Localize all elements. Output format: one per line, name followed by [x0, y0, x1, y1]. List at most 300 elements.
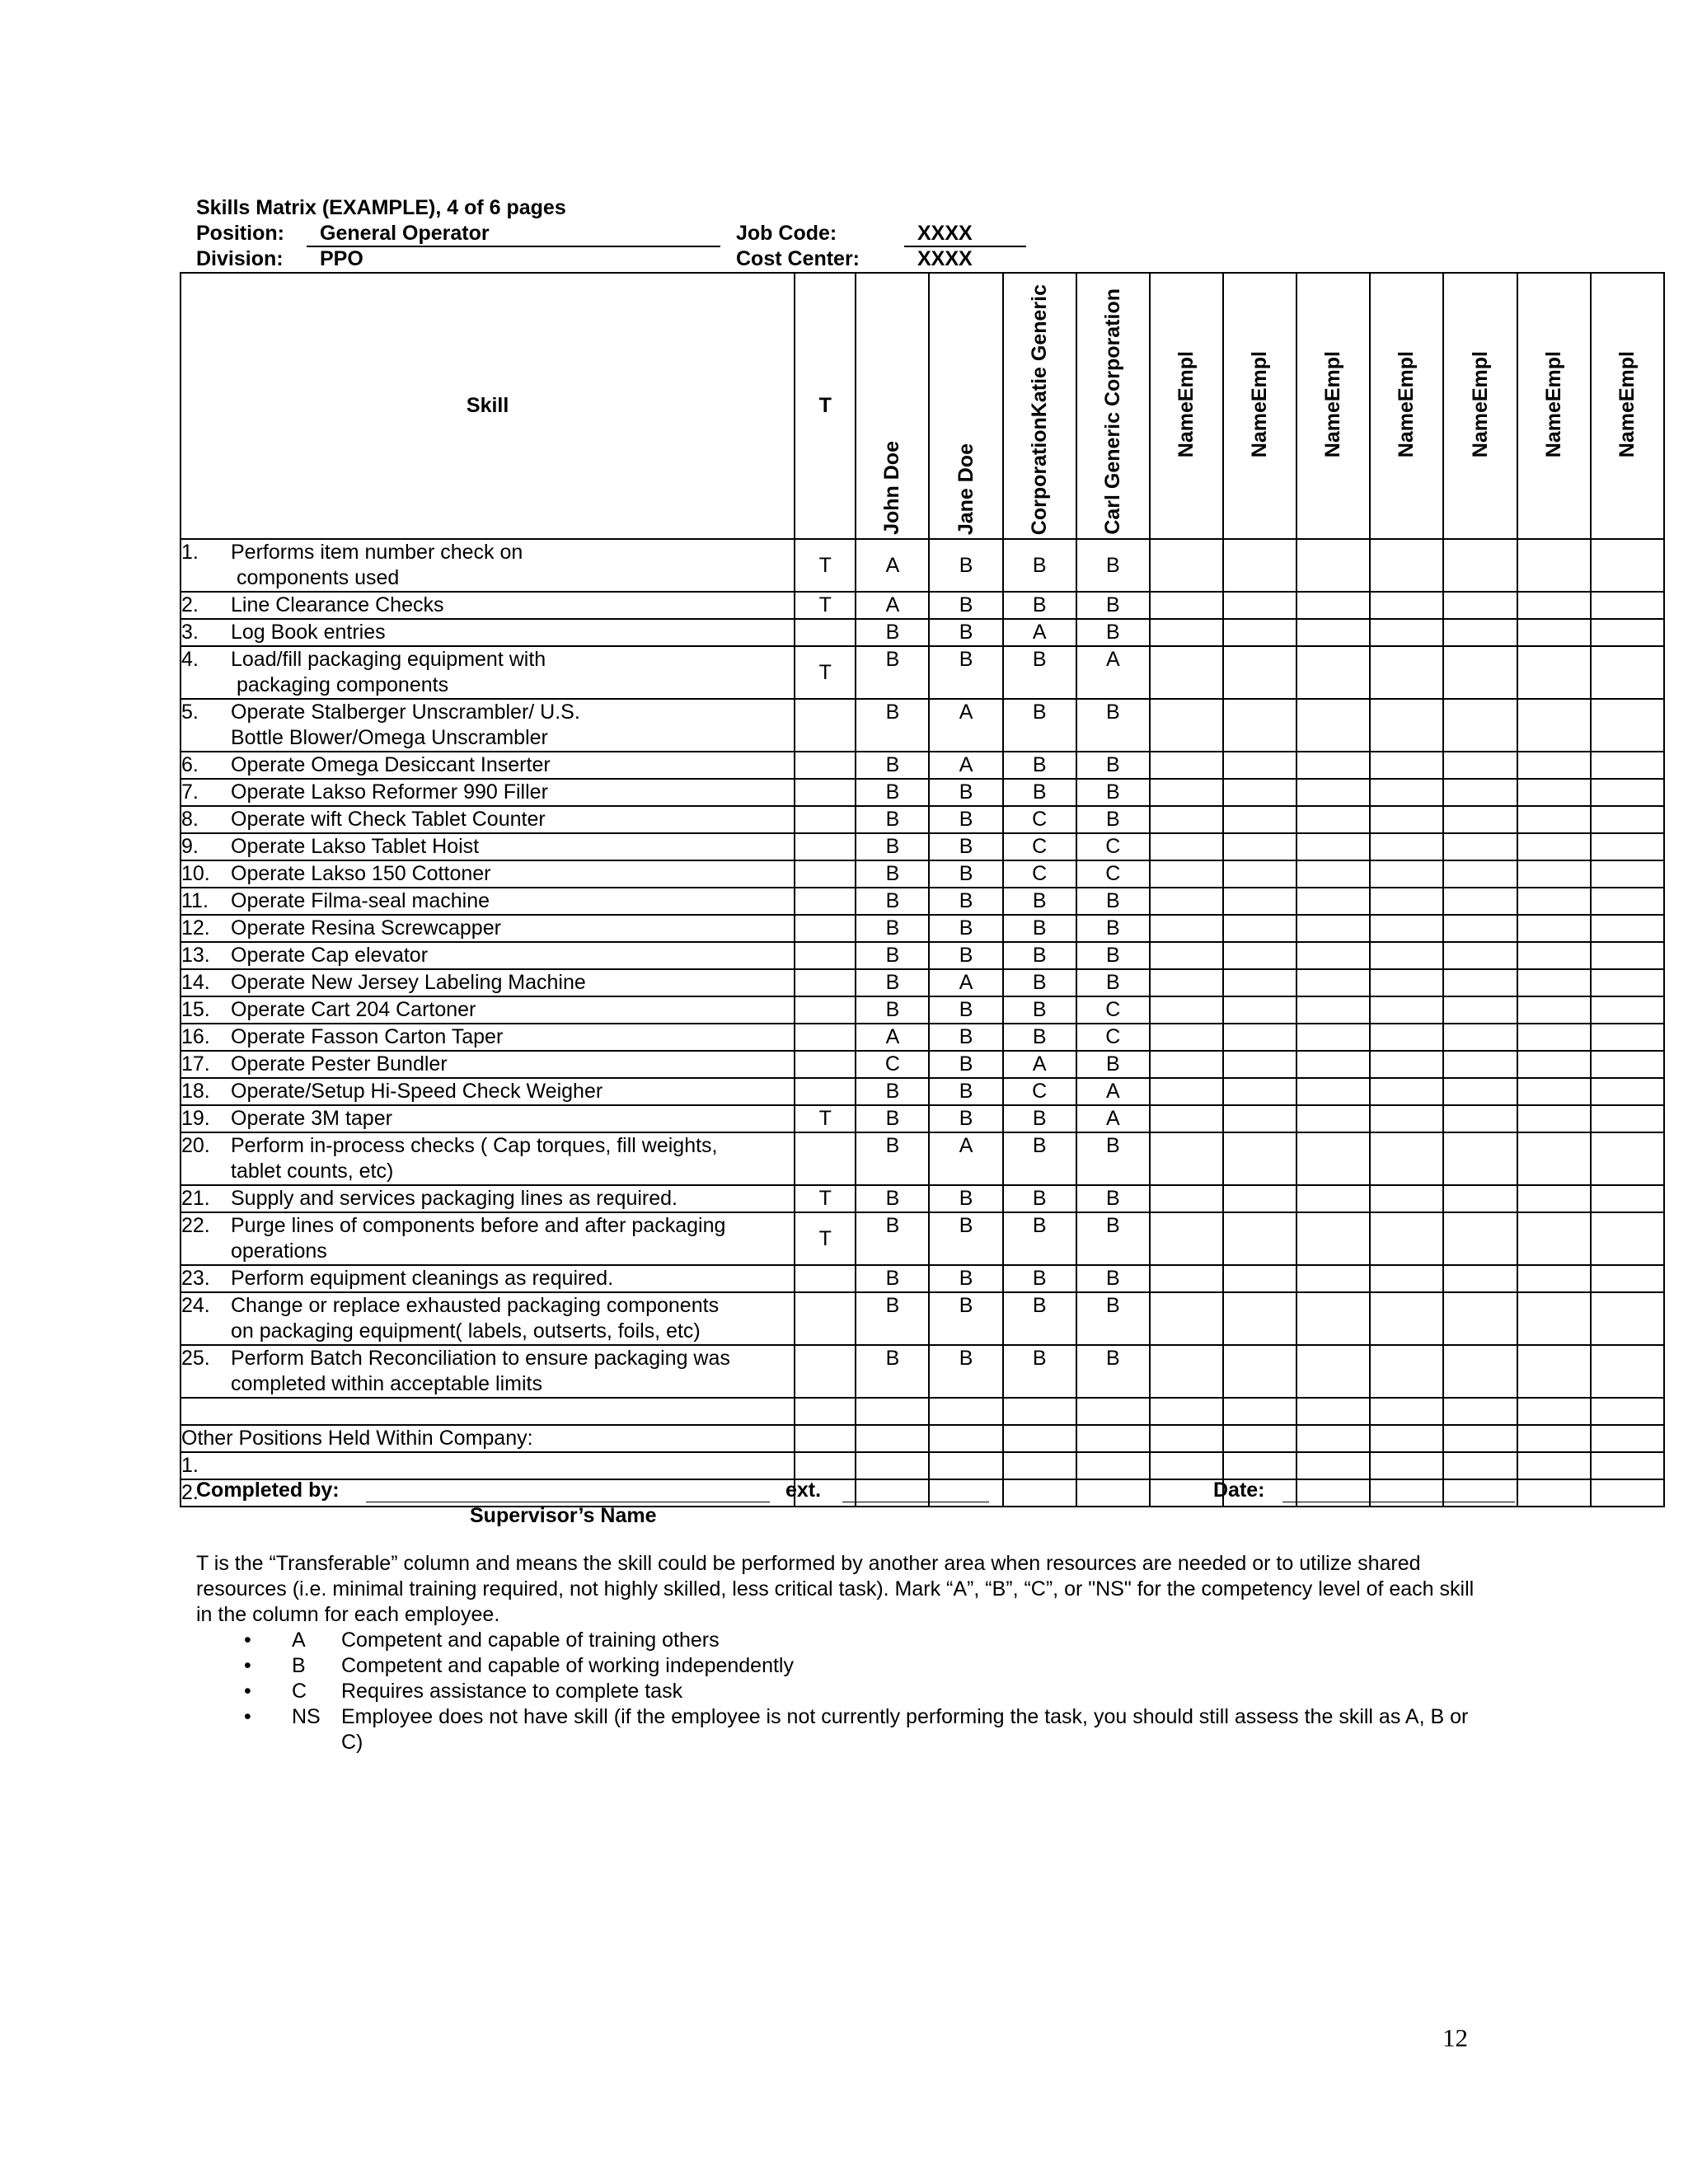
competency-cell[interactable]: B	[856, 915, 929, 942]
transferable-cell[interactable]	[795, 1024, 856, 1051]
competency-cell[interactable]: B	[856, 699, 929, 752]
transferable-cell[interactable]	[795, 833, 856, 860]
competency-cell[interactable]: B	[929, 1265, 1002, 1292]
competency-cell[interactable]	[1443, 699, 1517, 752]
competency-cell[interactable]: A	[929, 752, 1002, 779]
competency-cell[interactable]	[1443, 1185, 1517, 1212]
competency-cell[interactable]	[1296, 996, 1370, 1024]
competency-cell[interactable]: A	[929, 969, 1002, 996]
competency-cell[interactable]	[1150, 1078, 1223, 1105]
competency-cell[interactable]	[1591, 1132, 1664, 1185]
competency-cell[interactable]: B	[1076, 1212, 1150, 1265]
transferable-cell[interactable]	[795, 1265, 856, 1292]
competency-cell[interactable]	[1370, 1425, 1443, 1452]
competency-cell[interactable]: C	[856, 1051, 929, 1078]
competency-cell[interactable]	[1296, 1425, 1370, 1452]
competency-cell[interactable]	[1223, 1345, 1296, 1398]
competency-cell[interactable]: A	[1076, 1105, 1150, 1132]
competency-cell[interactable]: B	[1076, 1051, 1150, 1078]
competency-cell[interactable]	[1591, 1265, 1664, 1292]
transferable-cell[interactable]	[795, 806, 856, 833]
competency-cell[interactable]	[1223, 1452, 1296, 1479]
competency-cell[interactable]	[1370, 1078, 1443, 1105]
competency-cell[interactable]: B	[929, 1078, 1002, 1105]
competency-cell[interactable]: B	[1076, 1292, 1150, 1345]
competency-cell[interactable]	[1517, 699, 1591, 752]
competency-cell[interactable]: B	[1076, 806, 1150, 833]
competency-cell[interactable]: B	[929, 1051, 1002, 1078]
competency-cell[interactable]	[1223, 1051, 1296, 1078]
competency-cell[interactable]	[1223, 646, 1296, 699]
competency-cell[interactable]: B	[1003, 1212, 1076, 1265]
competency-cell[interactable]: A	[1076, 646, 1150, 699]
competency-cell[interactable]: B	[1076, 969, 1150, 996]
competency-cell[interactable]	[1517, 1479, 1591, 1507]
transferable-cell[interactable]	[795, 1292, 856, 1345]
competency-cell[interactable]	[1443, 888, 1517, 915]
competency-cell[interactable]	[1223, 888, 1296, 915]
competency-cell[interactable]	[1223, 996, 1296, 1024]
competency-cell[interactable]: B	[1003, 996, 1076, 1024]
competency-cell[interactable]: B	[1076, 699, 1150, 752]
competency-cell[interactable]: B	[856, 1132, 929, 1185]
competency-cell[interactable]	[1591, 1105, 1664, 1132]
competency-cell[interactable]	[1370, 1398, 1443, 1425]
competency-cell[interactable]	[1591, 996, 1664, 1024]
competency-cell[interactable]	[1591, 860, 1664, 888]
competency-cell[interactable]	[1443, 1398, 1517, 1425]
competency-cell[interactable]	[1517, 1078, 1591, 1105]
competency-cell[interactable]	[1223, 1078, 1296, 1105]
competency-cell[interactable]	[1370, 752, 1443, 779]
competency-cell[interactable]	[1591, 592, 1664, 619]
competency-cell[interactable]: B	[1003, 1185, 1076, 1212]
competency-cell[interactable]	[1517, 1105, 1591, 1132]
competency-cell[interactable]	[1076, 1398, 1150, 1425]
competency-cell[interactable]	[1443, 915, 1517, 942]
competency-cell[interactable]	[1223, 699, 1296, 752]
competency-cell[interactable]: B	[856, 1212, 929, 1265]
competency-cell[interactable]	[1296, 1452, 1370, 1479]
competency-cell[interactable]	[1517, 779, 1591, 806]
competency-cell[interactable]	[1223, 592, 1296, 619]
competency-cell[interactable]: B	[929, 619, 1002, 646]
competency-cell[interactable]	[1150, 806, 1223, 833]
competency-cell[interactable]	[1223, 1185, 1296, 1212]
competency-cell[interactable]	[856, 1425, 929, 1452]
competency-cell[interactable]	[1150, 915, 1223, 942]
competency-cell[interactable]	[1223, 1398, 1296, 1425]
competency-cell[interactable]	[1443, 1024, 1517, 1051]
competency-cell[interactable]	[1443, 646, 1517, 699]
competency-cell[interactable]	[1370, 1345, 1443, 1398]
transferable-cell[interactable]: T	[795, 539, 856, 592]
competency-cell[interactable]	[1223, 779, 1296, 806]
competency-cell[interactable]	[1443, 1132, 1517, 1185]
competency-cell[interactable]	[1003, 1425, 1076, 1452]
competency-cell[interactable]	[1296, 1265, 1370, 1292]
transferable-cell[interactable]	[795, 1345, 856, 1398]
competency-cell[interactable]	[1370, 1024, 1443, 1051]
competency-cell[interactable]	[1591, 1292, 1664, 1345]
competency-cell[interactable]	[1443, 1105, 1517, 1132]
competency-cell[interactable]: B	[929, 833, 1002, 860]
transferable-cell[interactable]	[795, 996, 856, 1024]
competency-cell[interactable]: B	[1076, 1185, 1150, 1212]
competency-cell[interactable]	[1517, 888, 1591, 915]
competency-cell[interactable]: B	[929, 1105, 1002, 1132]
competency-cell[interactable]	[1223, 942, 1296, 969]
competency-cell[interactable]	[1223, 619, 1296, 646]
competency-cell[interactable]	[1517, 1292, 1591, 1345]
competency-cell[interactable]: B	[856, 996, 929, 1024]
competency-cell[interactable]: B	[1076, 915, 1150, 942]
transferable-cell[interactable]	[795, 1132, 856, 1185]
competency-cell[interactable]	[1223, 1132, 1296, 1185]
competency-cell[interactable]	[1591, 888, 1664, 915]
competency-cell[interactable]	[1296, 1132, 1370, 1185]
competency-cell[interactable]	[1223, 752, 1296, 779]
competency-cell[interactable]	[1370, 1452, 1443, 1479]
transferable-cell[interactable]	[795, 1452, 856, 1479]
competency-cell[interactable]: B	[929, 860, 1002, 888]
competency-cell[interactable]	[1150, 1132, 1223, 1185]
competency-cell[interactable]	[1443, 1452, 1517, 1479]
competency-cell[interactable]	[1150, 1212, 1223, 1265]
competency-cell[interactable]: C	[1076, 1024, 1150, 1051]
competency-cell[interactable]	[1443, 860, 1517, 888]
competency-cell[interactable]: B	[856, 969, 929, 996]
competency-cell[interactable]	[1517, 1398, 1591, 1425]
competency-cell[interactable]	[1296, 1024, 1370, 1051]
transferable-cell[interactable]	[795, 779, 856, 806]
competency-cell[interactable]: A	[856, 539, 929, 592]
transferable-cell[interactable]	[795, 860, 856, 888]
competency-cell[interactable]	[1591, 619, 1664, 646]
competency-cell[interactable]	[1591, 1051, 1664, 1078]
competency-cell[interactable]	[1370, 1185, 1443, 1212]
competency-cell[interactable]	[929, 1398, 1002, 1425]
competency-cell[interactable]: C	[1076, 860, 1150, 888]
competency-cell[interactable]	[1517, 996, 1591, 1024]
competency-cell[interactable]	[1517, 969, 1591, 996]
competency-cell[interactable]: B	[856, 1185, 929, 1212]
competency-cell[interactable]	[1370, 592, 1443, 619]
competency-cell[interactable]	[1370, 860, 1443, 888]
competency-cell[interactable]	[1443, 833, 1517, 860]
competency-cell[interactable]: C	[1003, 833, 1076, 860]
transferable-cell[interactable]	[795, 969, 856, 996]
competency-cell[interactable]	[1150, 1452, 1223, 1479]
competency-cell[interactable]	[1591, 1185, 1664, 1212]
competency-cell[interactable]	[1296, 1105, 1370, 1132]
transferable-cell[interactable]	[795, 1051, 856, 1078]
transferable-cell[interactable]: T	[795, 1185, 856, 1212]
competency-cell[interactable]	[1443, 942, 1517, 969]
competency-cell[interactable]	[1517, 1345, 1591, 1398]
competency-cell[interactable]: A	[856, 1024, 929, 1051]
competency-cell[interactable]: B	[856, 1345, 929, 1398]
competency-cell[interactable]	[1370, 969, 1443, 996]
competency-cell[interactable]	[929, 1425, 1002, 1452]
competency-cell[interactable]	[1150, 860, 1223, 888]
competency-cell[interactable]: B	[929, 942, 1002, 969]
competency-cell[interactable]: B	[929, 592, 1002, 619]
competency-cell[interactable]	[1517, 539, 1591, 592]
competency-cell[interactable]	[1591, 752, 1664, 779]
competency-cell[interactable]	[1296, 860, 1370, 888]
competency-cell[interactable]	[1591, 1479, 1664, 1507]
competency-cell[interactable]	[1443, 996, 1517, 1024]
competency-cell[interactable]: B	[929, 1292, 1002, 1345]
competency-cell[interactable]	[1370, 915, 1443, 942]
competency-cell[interactable]	[1150, 1024, 1223, 1051]
competency-cell[interactable]	[1223, 860, 1296, 888]
competency-cell[interactable]: B	[1076, 752, 1150, 779]
competency-cell[interactable]	[1517, 1212, 1591, 1265]
competency-cell[interactable]: B	[1003, 1024, 1076, 1051]
competency-cell[interactable]	[1223, 1212, 1296, 1265]
competency-cell[interactable]	[1370, 699, 1443, 752]
competency-cell[interactable]	[1370, 646, 1443, 699]
competency-cell[interactable]	[1003, 1479, 1076, 1507]
competency-cell[interactable]	[1443, 1265, 1517, 1292]
competency-cell[interactable]: A	[856, 592, 929, 619]
competency-cell[interactable]: B	[1003, 1265, 1076, 1292]
competency-cell[interactable]	[1517, 1452, 1591, 1479]
competency-cell[interactable]	[1150, 969, 1223, 996]
competency-cell[interactable]	[1370, 779, 1443, 806]
competency-cell[interactable]	[1296, 1292, 1370, 1345]
competency-cell[interactable]: A	[1003, 619, 1076, 646]
competency-cell[interactable]	[1591, 539, 1664, 592]
competency-cell[interactable]	[1296, 779, 1370, 806]
transferable-cell[interactable]	[795, 619, 856, 646]
competency-cell[interactable]: B	[929, 1345, 1002, 1398]
competency-cell[interactable]	[1296, 1051, 1370, 1078]
competency-cell[interactable]	[1591, 806, 1664, 833]
competency-cell[interactable]	[1517, 1185, 1591, 1212]
competency-cell[interactable]: B	[1076, 1265, 1150, 1292]
competency-cell[interactable]	[1223, 1024, 1296, 1051]
competency-cell[interactable]: B	[1003, 779, 1076, 806]
transferable-cell[interactable]	[795, 752, 856, 779]
competency-cell[interactable]	[1223, 1425, 1296, 1452]
competency-cell[interactable]: A	[1003, 1051, 1076, 1078]
competency-cell[interactable]	[1296, 699, 1370, 752]
competency-cell[interactable]	[1370, 806, 1443, 833]
competency-cell[interactable]: B	[1003, 539, 1076, 592]
competency-cell[interactable]	[1370, 996, 1443, 1024]
competency-cell[interactable]	[1223, 969, 1296, 996]
competency-cell[interactable]	[1150, 779, 1223, 806]
competency-cell[interactable]	[1370, 1265, 1443, 1292]
competency-cell[interactable]	[1150, 1265, 1223, 1292]
competency-cell[interactable]	[1150, 888, 1223, 915]
competency-cell[interactable]: A	[929, 699, 1002, 752]
competency-cell[interactable]	[1443, 1078, 1517, 1105]
competency-cell[interactable]	[1370, 1132, 1443, 1185]
competency-cell[interactable]: B	[1076, 942, 1150, 969]
competency-cell[interactable]: B	[1003, 1345, 1076, 1398]
competency-cell[interactable]	[929, 1479, 1002, 1507]
competency-cell[interactable]	[1591, 646, 1664, 699]
competency-cell[interactable]: B	[1003, 888, 1076, 915]
competency-cell[interactable]: B	[856, 1265, 929, 1292]
competency-cell[interactable]: B	[856, 779, 929, 806]
competency-cell[interactable]	[1150, 1292, 1223, 1345]
competency-cell[interactable]	[1150, 539, 1223, 592]
competency-cell[interactable]	[1443, 539, 1517, 592]
competency-cell[interactable]: B	[1076, 1345, 1150, 1398]
competency-cell[interactable]	[856, 1452, 929, 1479]
competency-cell[interactable]	[1076, 1479, 1150, 1507]
competency-cell[interactable]	[856, 1398, 929, 1425]
competency-cell[interactable]: A	[1076, 1078, 1150, 1105]
competency-cell[interactable]	[1370, 1212, 1443, 1265]
competency-cell[interactable]	[1296, 942, 1370, 969]
competency-cell[interactable]	[1296, 1185, 1370, 1212]
competency-cell[interactable]	[1223, 1265, 1296, 1292]
competency-cell[interactable]	[1150, 646, 1223, 699]
competency-cell[interactable]	[1370, 539, 1443, 592]
competency-cell[interactable]: C	[1076, 996, 1150, 1024]
competency-cell[interactable]	[1517, 619, 1591, 646]
transferable-cell[interactable]: T	[795, 1105, 856, 1132]
transferable-cell[interactable]	[795, 942, 856, 969]
competency-cell[interactable]	[1296, 1479, 1370, 1507]
competency-cell[interactable]	[1443, 779, 1517, 806]
competency-cell[interactable]	[1443, 619, 1517, 646]
competency-cell[interactable]	[1443, 1292, 1517, 1345]
competency-cell[interactable]: B	[856, 860, 929, 888]
competency-cell[interactable]	[1370, 942, 1443, 969]
transferable-cell[interactable]: T	[795, 646, 856, 699]
competency-cell[interactable]: B	[929, 888, 1002, 915]
competency-cell[interactable]: B	[1076, 888, 1150, 915]
competency-cell[interactable]	[1296, 915, 1370, 942]
competency-cell[interactable]	[1443, 1212, 1517, 1265]
competency-cell[interactable]: B	[856, 1292, 929, 1345]
competency-cell[interactable]	[1150, 1425, 1223, 1452]
competency-cell[interactable]: B	[1003, 942, 1076, 969]
competency-cell[interactable]	[1443, 969, 1517, 996]
competency-cell[interactable]	[1443, 806, 1517, 833]
competency-cell[interactable]: C	[1076, 833, 1150, 860]
competency-cell[interactable]: B	[929, 1212, 1002, 1265]
competency-cell[interactable]	[1517, 752, 1591, 779]
competency-cell[interactable]	[1517, 806, 1591, 833]
competency-cell[interactable]	[1443, 1345, 1517, 1398]
competency-cell[interactable]	[1370, 1105, 1443, 1132]
competency-cell[interactable]	[1296, 539, 1370, 592]
competency-cell[interactable]: B	[1003, 915, 1076, 942]
competency-cell[interactable]	[1591, 915, 1664, 942]
competency-cell[interactable]: B	[856, 1105, 929, 1132]
competency-cell[interactable]: B	[1003, 592, 1076, 619]
competency-cell[interactable]	[1517, 860, 1591, 888]
competency-cell[interactable]	[1296, 833, 1370, 860]
competency-cell[interactable]	[1517, 1024, 1591, 1051]
competency-cell[interactable]	[1370, 1051, 1443, 1078]
competency-cell[interactable]	[1517, 1425, 1591, 1452]
competency-cell[interactable]: B	[1003, 699, 1076, 752]
competency-cell[interactable]	[1296, 592, 1370, 619]
competency-cell[interactable]	[1003, 1398, 1076, 1425]
competency-cell[interactable]	[1443, 752, 1517, 779]
competency-cell[interactable]	[1150, 942, 1223, 969]
competency-cell[interactable]	[1003, 1452, 1076, 1479]
competency-cell[interactable]	[1370, 1479, 1443, 1507]
competency-cell[interactable]	[1150, 699, 1223, 752]
competency-cell[interactable]: B	[1003, 1132, 1076, 1185]
competency-cell[interactable]: B	[929, 1185, 1002, 1212]
transferable-cell[interactable]: T	[795, 592, 856, 619]
competency-cell[interactable]	[1296, 619, 1370, 646]
competency-cell[interactable]: B	[856, 806, 929, 833]
competency-cell[interactable]	[1591, 779, 1664, 806]
competency-cell[interactable]: B	[929, 779, 1002, 806]
competency-cell[interactable]: C	[1003, 860, 1076, 888]
competency-cell[interactable]	[1370, 833, 1443, 860]
competency-cell[interactable]	[1370, 1292, 1443, 1345]
competency-cell[interactable]	[1591, 1425, 1664, 1452]
competency-cell[interactable]	[1150, 833, 1223, 860]
competency-cell[interactable]: B	[856, 1078, 929, 1105]
competency-cell[interactable]	[1591, 699, 1664, 752]
competency-cell[interactable]	[1517, 1132, 1591, 1185]
competency-cell[interactable]	[1517, 1265, 1591, 1292]
competency-cell[interactable]	[1076, 1452, 1150, 1479]
competency-cell[interactable]: B	[856, 888, 929, 915]
competency-cell[interactable]: B	[929, 539, 1002, 592]
competency-cell[interactable]	[1296, 806, 1370, 833]
competency-cell[interactable]: B	[1003, 646, 1076, 699]
competency-cell[interactable]: B	[856, 619, 929, 646]
competency-cell[interactable]	[1150, 1105, 1223, 1132]
competency-cell[interactable]	[1296, 1212, 1370, 1265]
competency-cell[interactable]	[1443, 592, 1517, 619]
competency-cell[interactable]	[1517, 1051, 1591, 1078]
competency-cell[interactable]: B	[856, 646, 929, 699]
transferable-cell[interactable]: T	[795, 1212, 856, 1265]
competency-cell[interactable]	[1296, 646, 1370, 699]
competency-cell[interactable]	[1296, 1078, 1370, 1105]
competency-cell[interactable]	[1591, 942, 1664, 969]
competency-cell[interactable]: A	[929, 1132, 1002, 1185]
competency-cell[interactable]: B	[929, 806, 1002, 833]
competency-cell[interactable]	[1223, 833, 1296, 860]
competency-cell[interactable]	[1223, 806, 1296, 833]
competency-cell[interactable]	[1296, 1345, 1370, 1398]
competency-cell[interactable]	[1150, 1345, 1223, 1398]
competency-cell[interactable]	[1223, 915, 1296, 942]
competency-cell[interactable]	[1517, 915, 1591, 942]
competency-cell[interactable]: B	[929, 915, 1002, 942]
competency-cell[interactable]: B	[929, 646, 1002, 699]
competency-cell[interactable]	[1150, 752, 1223, 779]
competency-cell[interactable]	[1517, 833, 1591, 860]
competency-cell[interactable]	[1591, 1212, 1664, 1265]
competency-cell[interactable]	[1591, 1078, 1664, 1105]
transferable-cell[interactable]	[795, 1398, 856, 1425]
competency-cell[interactable]	[1443, 1425, 1517, 1452]
competency-cell[interactable]: B	[1003, 752, 1076, 779]
competency-cell[interactable]	[1591, 1452, 1664, 1479]
competency-cell[interactable]	[1370, 888, 1443, 915]
competency-cell[interactable]: C	[1003, 1078, 1076, 1105]
competency-cell[interactable]	[1296, 1398, 1370, 1425]
